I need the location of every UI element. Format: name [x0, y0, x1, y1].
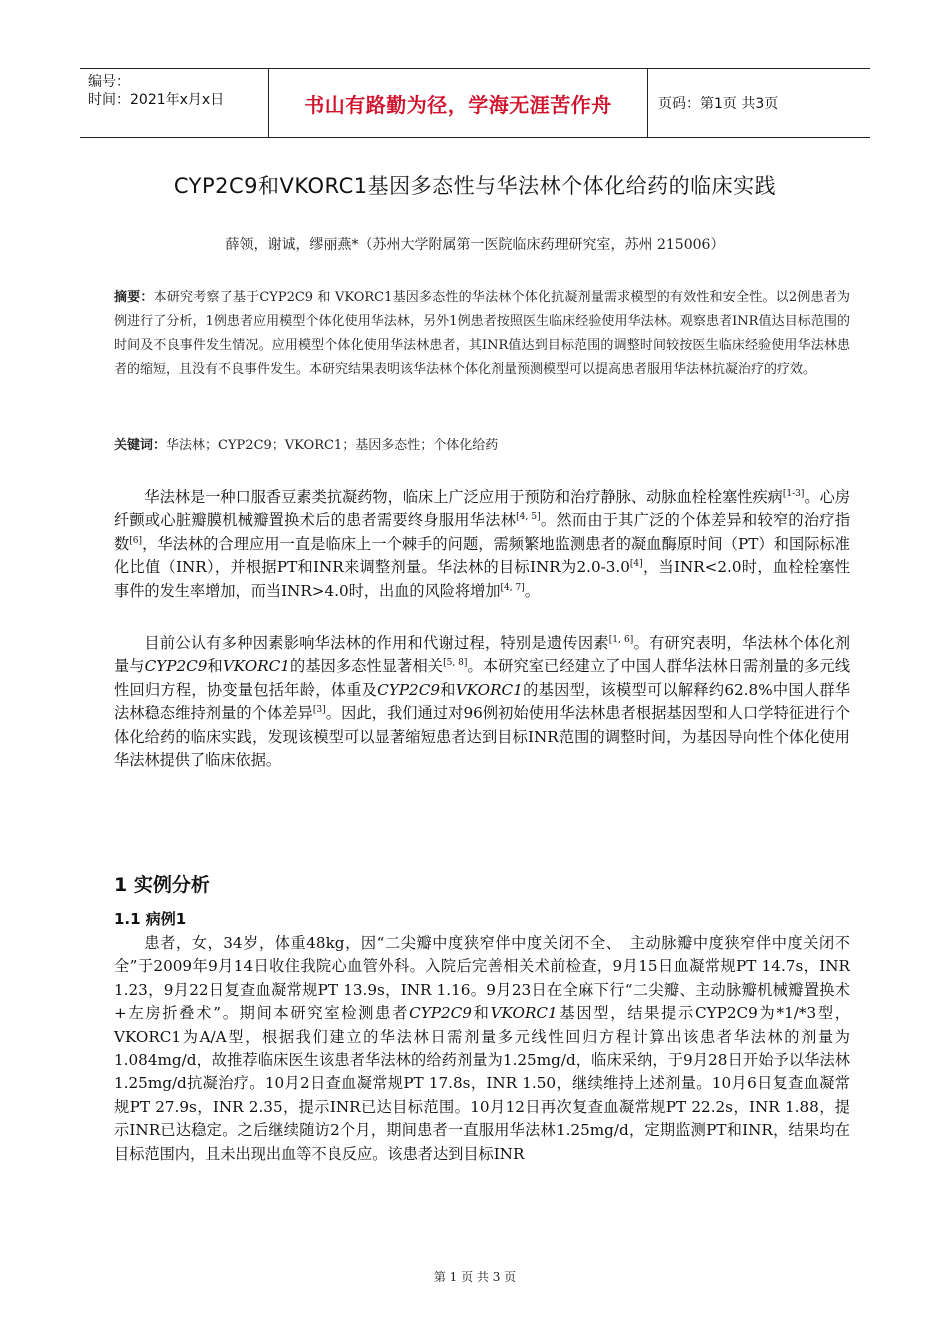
- gene-name: CYP2C9: [409, 1004, 472, 1023]
- text-run: 。本研究室已经建立了中国人群华法林日需剂量的多元线性回归方程，协变量包括年龄，体重及: [114, 657, 851, 699]
- gene-name: CYP2C9: [377, 680, 440, 699]
- intro-paragraph-2: [114, 632, 850, 772]
- text-run: 的基因多态性显著相关: [289, 657, 444, 676]
- text-run: 华法林是一种口服香豆素类抗凝药物，临床上广泛应用于预防和治疗静脉、动脉血栓栓塞性疾病: [144, 488, 783, 506]
- text-run: 和: [207, 657, 223, 676]
- citation: [5, 8]: [443, 658, 468, 669]
- citation: [4, 5]: [516, 512, 541, 523]
- text-run: ，华法林的合理应用一直是临床上一个棘手的问题，需频繁地监测患者的凝血酶原时间（PT）和国际标准化比值（INR），并根据PT和INR来调整剂量。华法林的目标INR为2.0-3.0: [114, 534, 850, 577]
- case-1-paragraph: [114, 932, 850, 1166]
- citation: [6]: [129, 535, 143, 546]
- text-run: 和: [439, 680, 456, 699]
- doc-number-label: 编号：: [88, 74, 130, 90]
- page-footer: 第 1 页 共 3 页: [433, 1270, 517, 1284]
- header-meta: [80, 69, 268, 137]
- citation: [4]: [629, 559, 643, 570]
- text-run: 的基因型，该模型可以解释约62.8%中国人群华法林稳态维持剂量的个体差异: [114, 680, 851, 723]
- text-run: 基因型，结果提示CYP2C9为*1/*3型，VKORC1为A/A型，根据我们建立的华法林日需剂量多元线性回归方程计算出该患者华法林的剂量为1.084mg/d，故推荐临床医生该患者华法林的给药剂量为1.25mg/d，临床采纳，于9月28日开始予以华法林1.25mg/d抗凝治疗。10月2日查血凝常规PT 17.8s，INR 1.50，继续维持上述剂量。10月6日复查血凝常规PT 27.9s，INR 2.35，提示INR已达目标范围。10月12日再次复查血凝常规PT 22.2s，INR 1.88，提示INR已达稳定。之后继续随访2个月，期间患者一直服用华法林1.25mg/d，定期监测PT和INR，结果均在目标范围内，且未出现出血等不良反应。该患者达到目标INR: [114, 1004, 850, 1163]
- text-run: ，当INR<2.0时，血栓栓塞性事件的发生率增加，而当INR>4.0时，出血的风险将增加: [114, 558, 850, 600]
- citation: [3]: [312, 705, 326, 716]
- keywords-label: 关键词：: [114, 438, 167, 453]
- citation: [1, 6]: [608, 634, 634, 645]
- citation: [4, 7]: [500, 582, 525, 593]
- subsection-heading: 1.1 病例1: [114, 910, 187, 928]
- abstract-label: 摘要：: [114, 290, 154, 305]
- page-header: [80, 68, 870, 138]
- keywords-text: 华法林；CYP2C9；VKORC1；基因多态性；个体化给药: [166, 438, 499, 453]
- text-run: 和: [471, 1004, 491, 1023]
- text-run: 。: [524, 581, 540, 600]
- text-run: 。有研究表明，华法林个体化剂量与: [114, 634, 851, 676]
- abstract: [114, 286, 850, 382]
- text-run: 。因此，我们通过对96例初始使用华法林患者根据基因型和人口学特征进行个体化给药的临床实践，发现该模型可以显著缩短患者达到目标INR范围的调整时间，为基因导向性个体化使用华法林提供了临床依据。: [114, 704, 851, 770]
- header-page-info: 页码：第1页 共3页: [658, 96, 779, 112]
- text-run: 患者，女，34岁，体重48kg，因“二尖瓣中度狭窄伴中度关闭不全、 主动脉瓣中度狭窄伴中度关闭不全”于2009年9月14日收住我院心血管外科。入院后完善相关术前检查，9月15日血凝常规PT 14.7s，INR 1.23，9月22日复查血凝常规PT 13.9s，INR 1.16。9月23日在全麻下行“二尖瓣、主动脉瓣机械瓣置换术+左房折叠术”。期间本研究室检测患者: [114, 934, 850, 1023]
- gene-name: VKORC1: [490, 1004, 558, 1023]
- section-heading: 1 实例分析: [114, 874, 210, 896]
- keywords: [114, 434, 850, 458]
- abstract-text: 本研究考察了基于CYP2C9 和 VKORC1基因多态性的华法林个体化抗凝剂量需求模型的有效性和安全性。以2例患者为例进行了分析，1例患者应用模型个体化使用华法林，另外1例患者按照医生临床经验使用华法林。观察患者INR值达目标范围的时间及不良事件发生情况。应用模型个体化使用华法林患者，其INR值达到目标范围的调整时间较按医生临床经验使用华法林患者的缩短，且没有不良事件发生。本研究结果表明该华法林个体化剂量预测模型可以提高患者服用华法林抗凝治疗的疗效。: [114, 290, 850, 377]
- text-run: 。心房纤颤或心脏瓣膜机械瓣置换术后的患者需要终身服用华法林: [114, 488, 851, 530]
- citation: [1-3]: [782, 488, 805, 499]
- header-motto: 书山有路勤为径，学海无涯苦作舟: [268, 69, 648, 137]
- gene-name: VKORC1: [455, 680, 523, 699]
- authors-line: 薛领，谢诚，缪丽燕*（苏州大学附属第一医院临床药理研究室，苏州 215006）: [225, 237, 725, 253]
- gene-name: VKORC1: [222, 657, 290, 676]
- text-run: 目前公认有多种因素影响华法林的作用和代谢过程，特别是遗传因素: [144, 634, 609, 652]
- page-title: CYP2C9和VKORC1基因多态性与华法林个体化给药的临床实践: [173, 174, 777, 198]
- gene-name: CYP2C9: [144, 657, 208, 676]
- intro-paragraph-1: [114, 486, 850, 603]
- text-run: 。然而由于其广泛的个体差异和较窄的治疗指数: [114, 511, 851, 553]
- date-label: 时间：2021年x月x日: [88, 92, 225, 108]
